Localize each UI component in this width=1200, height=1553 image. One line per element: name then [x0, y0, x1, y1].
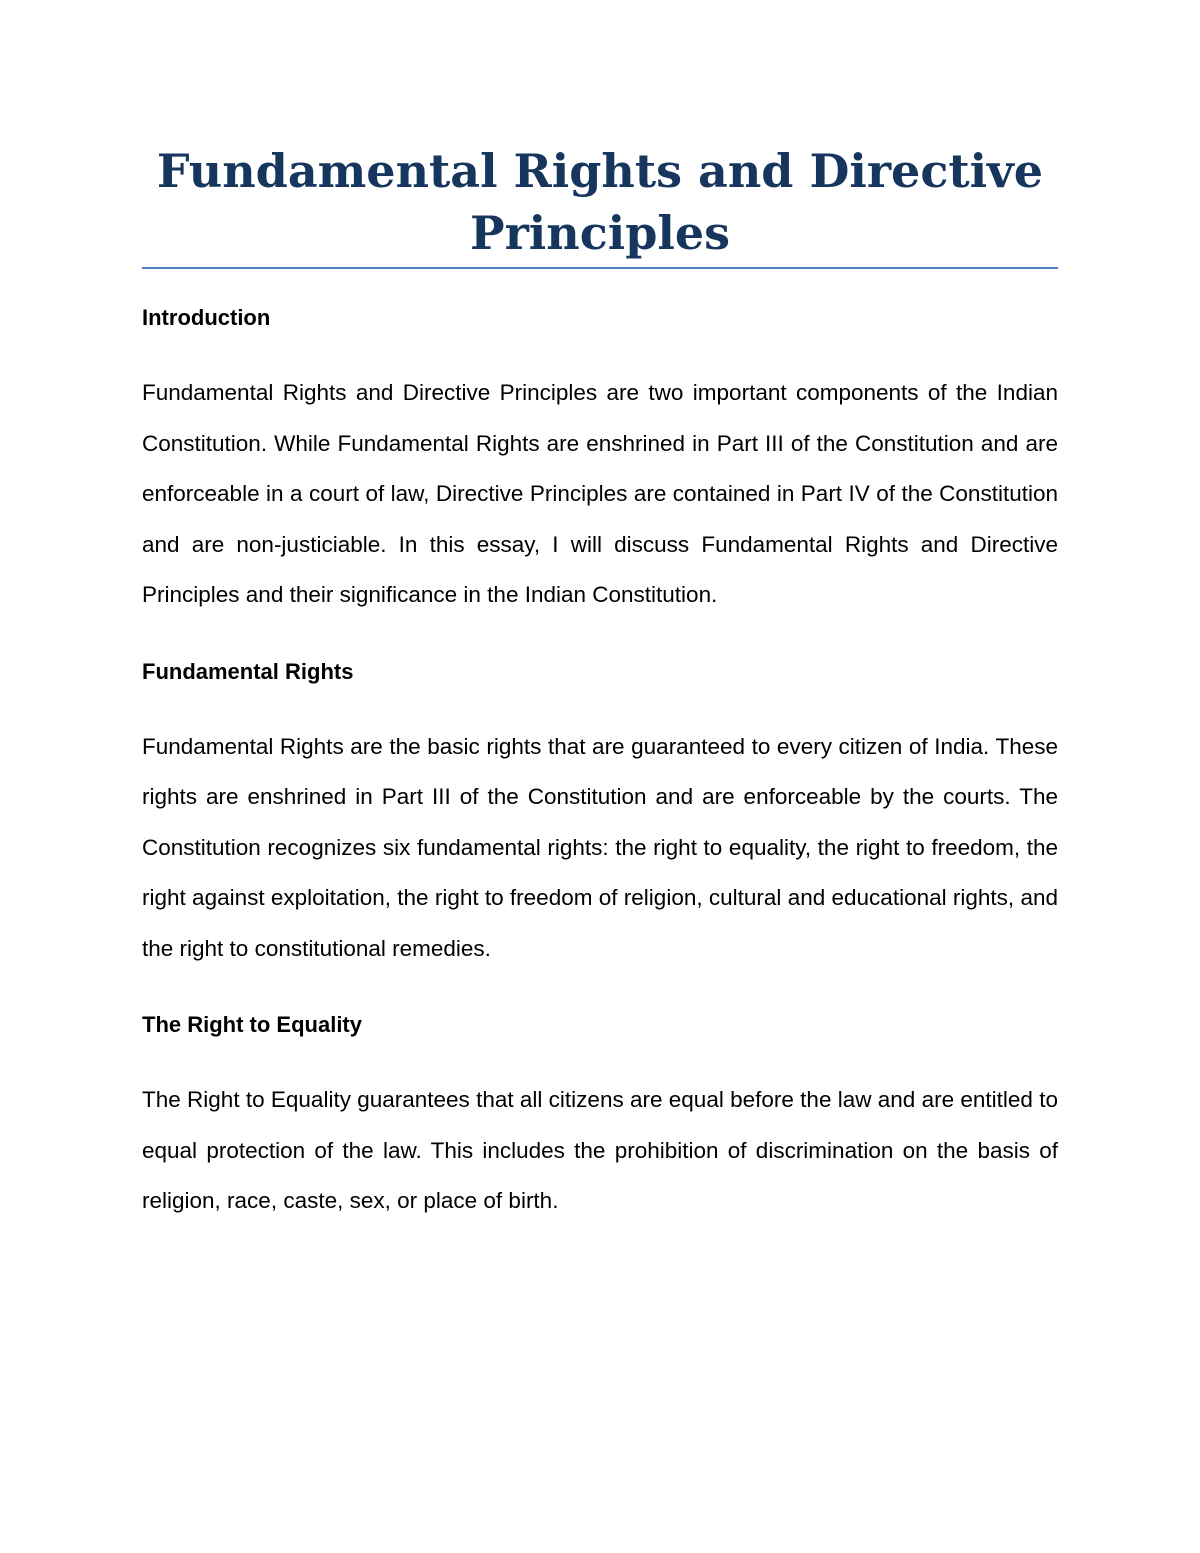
- section-heading: Introduction: [142, 305, 271, 330]
- section-heading: Fundamental Rights: [142, 658, 354, 684]
- section-paragraph: Fundamental Rights and Directive Principles are two important components of the Indian Constitution. While Fundamental Rights are enshrined in Part III of the Constitution and are enforceable in a court of law, Directive Principles are contained in Part IV of the Constitution and are non-justiciable. In this essay, I will discuss Fundamental Rights and Directive Principles and their significance in the Indian Constitution.: [142, 380, 1058, 607]
- document-body: [142, 300, 1058, 1260]
- section-heading: The Right to Equality: [142, 1012, 362, 1037]
- title-underline: [142, 267, 1058, 269]
- section-paragraph: The Right to Equality guarantees that all citizens are equal before the law and are entitled to equal protection of the law. This includes the prohibition of discrimination on the basis of religion, race, caste, sex, or place of birth.: [142, 1087, 1058, 1213]
- section-right-to-equality: [142, 1007, 1058, 1227]
- section-introduction: [142, 300, 1058, 621]
- document-title: Fundamental Rights and Directive Principles: [156, 144, 1044, 260]
- section-fundamental-rights: [142, 654, 1058, 975]
- title-block: [142, 140, 1058, 264]
- section-paragraph: Fundamental Rights are the basic rights that are guaranteed to every citizen of India. These rights are enshrined in Part III of the Constitution and are enforceable by the courts. The Constitution recognizes six fundamental rights: the right to equality, the right to freedom, the right against exploitation, the right to freedom of religion, cultural and educational rights, and the right to constitutional remedies.: [142, 733, 1058, 961]
